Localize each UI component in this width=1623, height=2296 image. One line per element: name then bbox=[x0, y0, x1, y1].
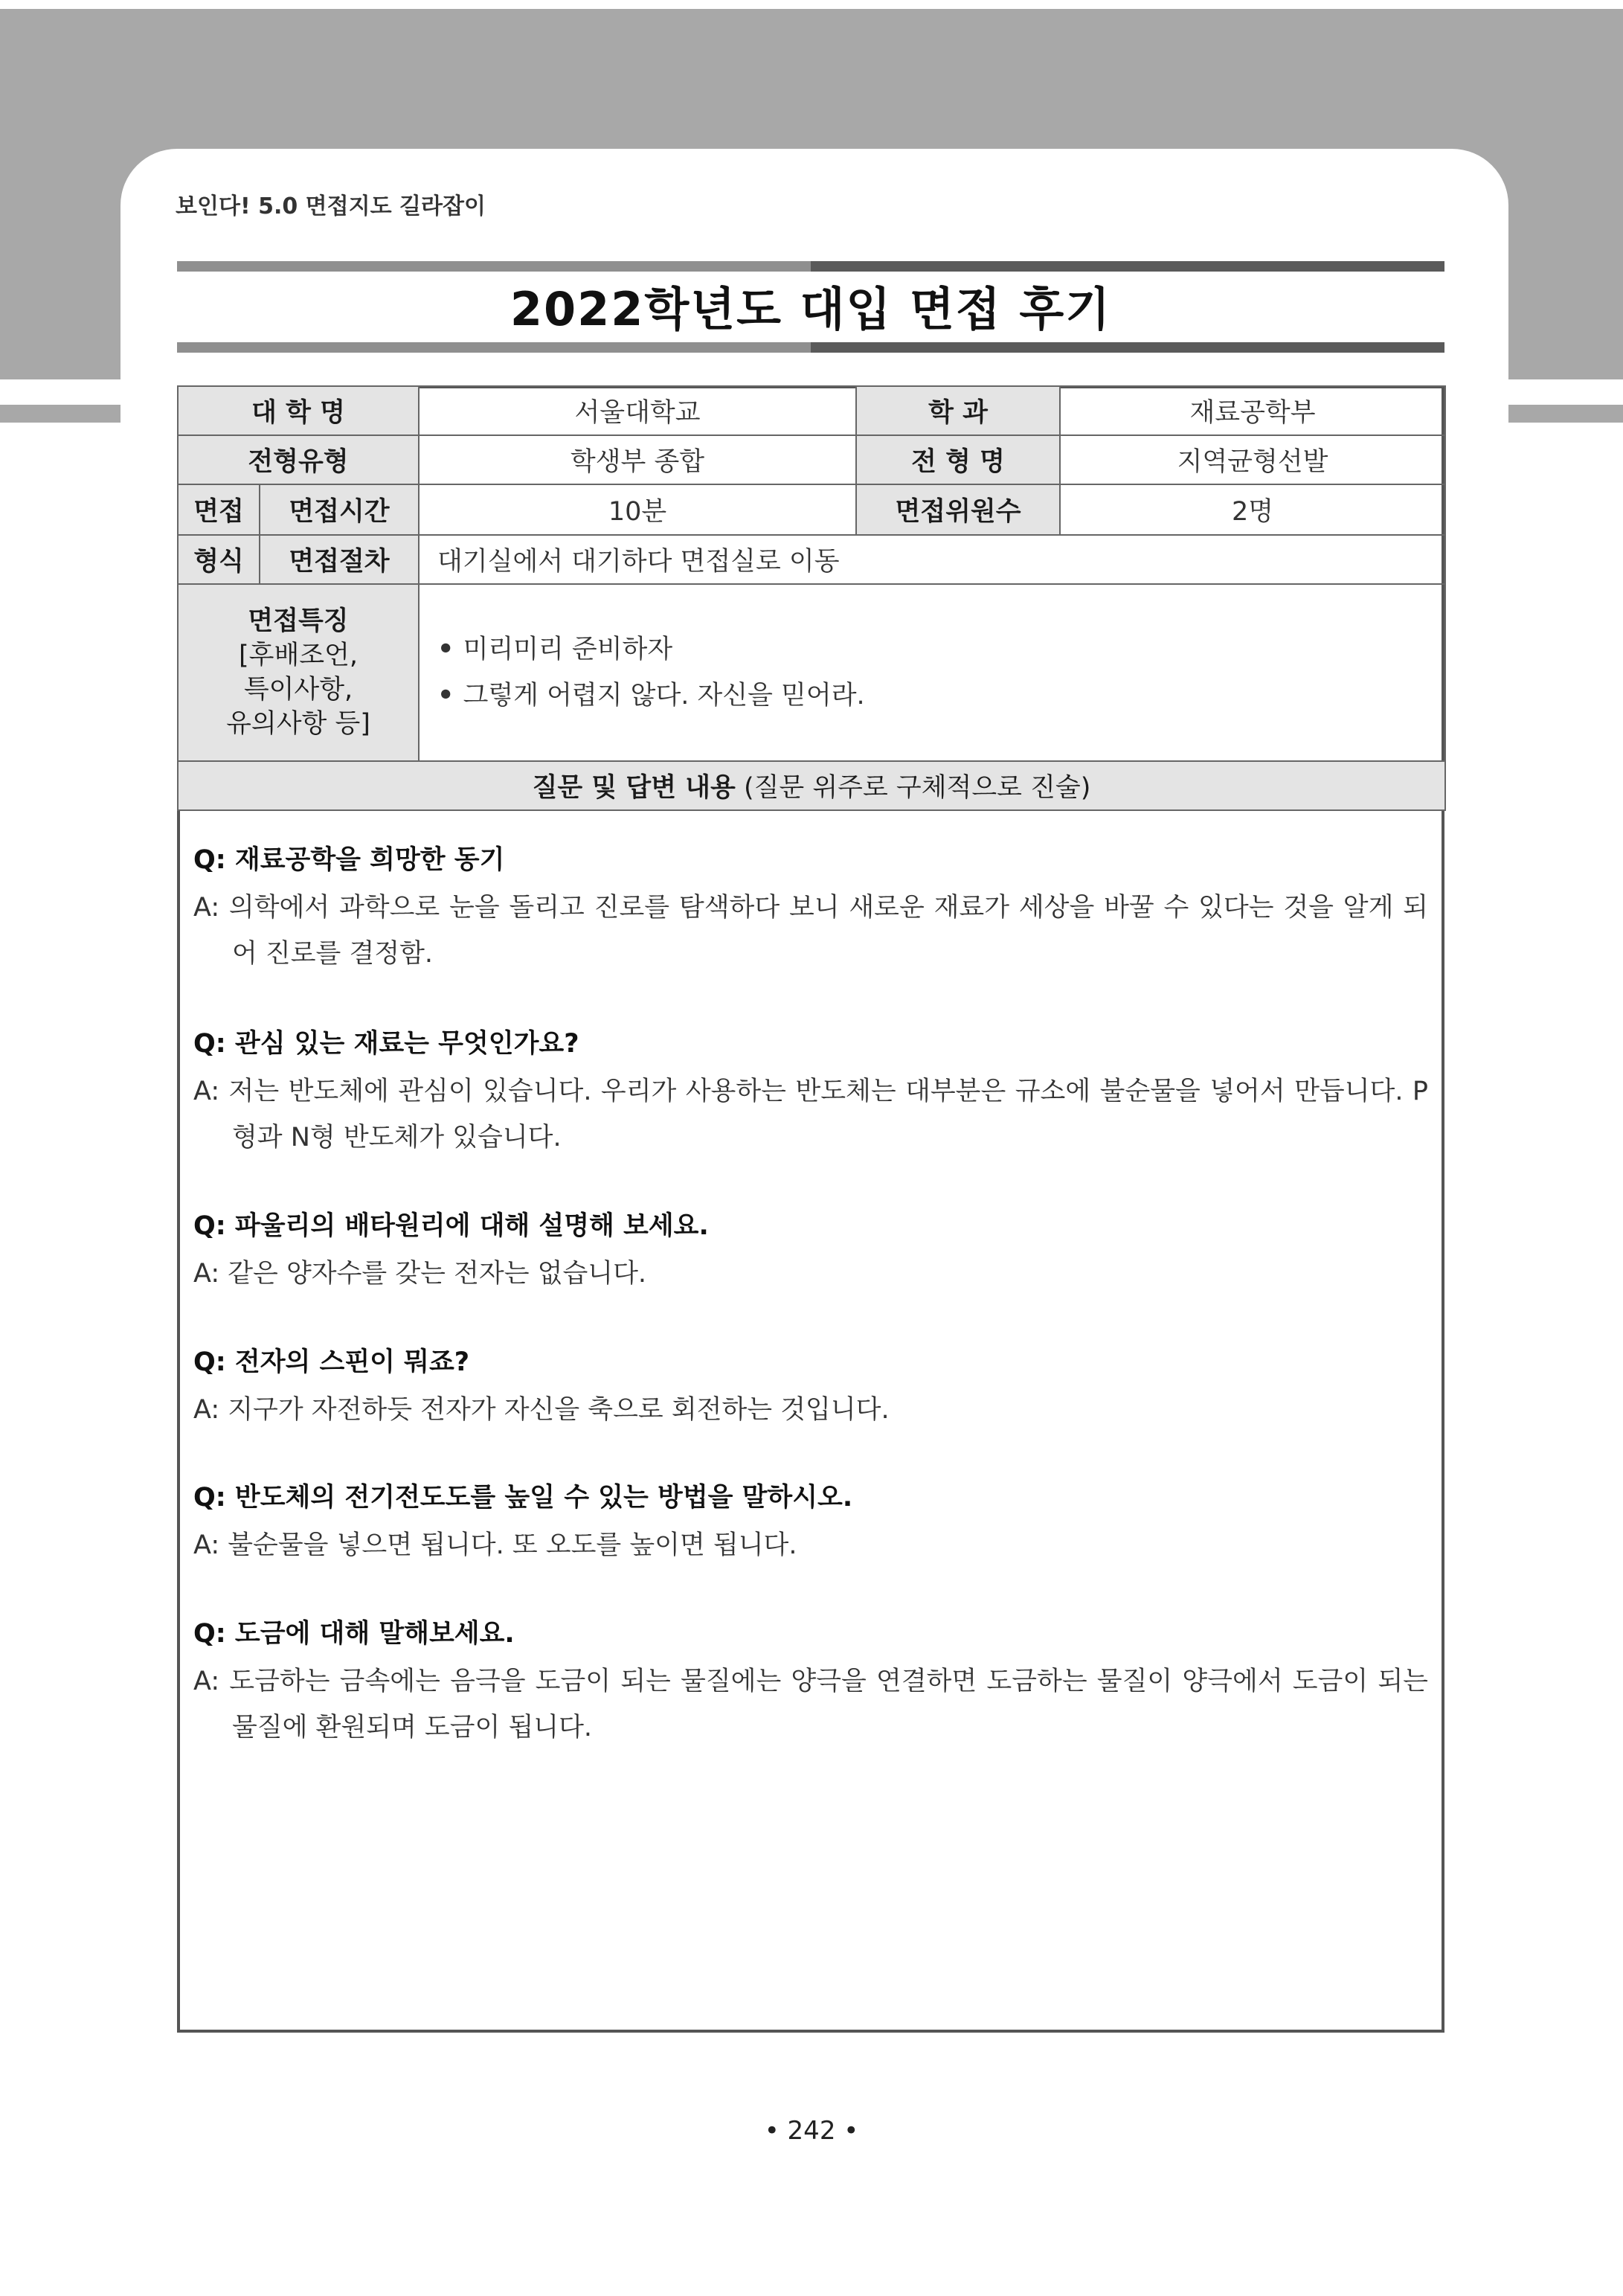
procedure-label: 면접절차 bbox=[260, 535, 419, 584]
question-text: Q: 재료공학을 희망한 동기 bbox=[193, 845, 505, 875]
running-header: 보인다! 5.0 면접지도 길라잡이 bbox=[176, 193, 486, 219]
university-value: 서울대학교 bbox=[419, 386, 856, 435]
answer-text: A: 저는 반도체에 관심이 있습니다. 우리가 사용하는 반도체는 대부분은 규소에 불순물을 넣어서 만듭니다. P형과 N형 반도체가 있습니다. bbox=[193, 1077, 1428, 1152]
qa-section-header bbox=[178, 761, 1445, 810]
answer-text: A: 불순물을 넣으면 됩니다. 또 오도를 높이면 됩니다. bbox=[193, 1530, 797, 1560]
qa-item bbox=[193, 1209, 1428, 1297]
feature-item: • 그렇게 어렵지 않다. 자신을 믿어라. bbox=[437, 673, 1444, 719]
features-label-line: [후배조언, bbox=[238, 641, 359, 670]
right-margin-stripe bbox=[1507, 405, 1623, 423]
procedure-value: 대기실에서 대기하다 면접실로 이동 bbox=[419, 535, 1445, 584]
interview-time-label: 면접시간 bbox=[260, 484, 419, 535]
title-bar-bottom bbox=[177, 342, 1444, 353]
question-text: Q: 반도체의 전기전도도를 높일 수 있는 방법을 말하시오. bbox=[193, 1483, 853, 1513]
interviewer-count-label: 면접위원수 bbox=[856, 484, 1060, 535]
admission-name-label: 전 형 명 bbox=[856, 435, 1060, 484]
features-label-title: 면접특징 bbox=[248, 606, 349, 636]
format-label-1: 면접 bbox=[178, 484, 260, 535]
page-number: • 242 • bbox=[764, 2116, 859, 2146]
features-label-line: 특이사항, bbox=[243, 675, 353, 705]
qa-item bbox=[193, 1027, 1428, 1161]
admission-name-value: 지역균형선발 bbox=[1060, 435, 1445, 484]
title-bar-top bbox=[177, 261, 1444, 272]
qa-item bbox=[193, 1481, 1428, 1568]
answer-text: A: 의학에서 과학으로 눈을 돌리고 진로를 탐색하다 보니 새로운 재료가 세상을 바꿀 수 있다는 것을 알게 되어 진로를 결정함. bbox=[193, 893, 1428, 969]
qa-item bbox=[193, 843, 1428, 977]
interview-info-table bbox=[177, 385, 1446, 811]
question-text: Q: 전자의 스핀이 뭐죠? bbox=[193, 1347, 470, 1377]
interview-time-value: 10분 bbox=[419, 484, 856, 535]
answer-text: A: 지구가 자전하듯 전자가 자신을 축으로 회전하는 것입니다. bbox=[193, 1395, 890, 1425]
admission-type-label: 전형유형 bbox=[178, 435, 419, 484]
department-value: 재료공학부 bbox=[1060, 386, 1445, 435]
qa-header-bold: 질문 및 답변 내용 bbox=[532, 773, 736, 803]
left-margin-stripe bbox=[0, 405, 122, 423]
format-label-2: 형식 bbox=[178, 535, 260, 584]
features-label bbox=[178, 584, 419, 761]
page-title: 2022학년도 대입 면접 후기 bbox=[510, 282, 1112, 336]
university-label: 대 학 명 bbox=[178, 386, 419, 435]
answer-text: A: 같은 양자수를 갖는 전자는 없습니다. bbox=[193, 1259, 647, 1289]
features-label-line: 유의사항 등] bbox=[226, 709, 370, 739]
question-text: Q: 관심 있는 재료는 무엇인가요? bbox=[193, 1029, 579, 1059]
question-text: Q: 파울리의 배타원리에 대해 설명해 보세요. bbox=[193, 1211, 709, 1241]
qa-item bbox=[193, 1617, 1428, 1751]
qa-header-note: (질문 위주로 구체적으로 진술) bbox=[735, 773, 1091, 803]
question-text: Q: 도금에 대해 말해보세요. bbox=[193, 1619, 515, 1649]
department-label: 학 과 bbox=[856, 386, 1060, 435]
qa-item bbox=[193, 1345, 1428, 1433]
answer-text: A: 도금하는 금속에는 음극을 도금이 되는 물질에는 양극을 연결하면 도금하는 물질이 양극에서 도금이 되는 물질에 환원되며 도금이 됩니다. bbox=[193, 1667, 1428, 1742]
feature-item: • 미리미리 준비하자 bbox=[437, 626, 1444, 673]
interviewer-count-value: 2명 bbox=[1060, 484, 1445, 535]
features-content bbox=[419, 584, 1445, 761]
admission-type-value: 학생부 종합 bbox=[419, 435, 856, 484]
